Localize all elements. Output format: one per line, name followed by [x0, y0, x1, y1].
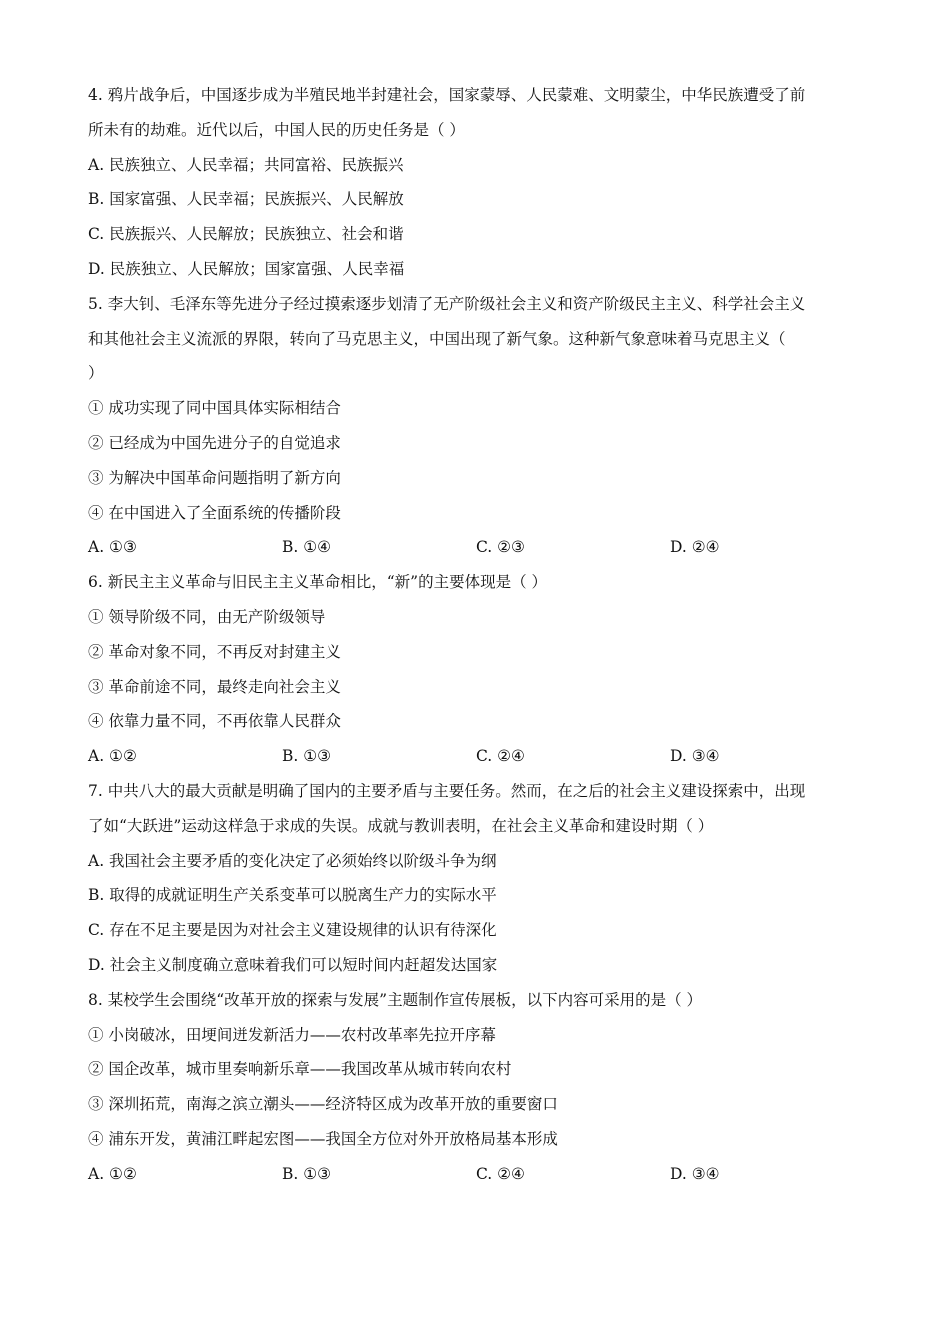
q5-stem-line-2: 和其他社会主义流派的界限，转向了马克思主义，中国出现了新气象。这种新气象意味着马克思主义（: [88, 329, 786, 348]
question-5: [88, 287, 864, 565]
q8-choice-a: A. ①②: [88, 1164, 137, 1183]
q8-statement-2: ② 国企改革，城市里奏响新乐章——我国改革从城市转向农村: [88, 1060, 512, 1079]
q8-choice-b: B. ①③: [282, 1164, 332, 1183]
q6-choice-b: B. ①③: [282, 747, 332, 766]
question-8: [88, 983, 864, 1192]
q7-option-b: B. 取得的成就证明生产关系变革可以脱离生产力的实际水平: [88, 886, 497, 905]
q4-option-c: C. 民族振兴、人民解放；民族独立、社会和谐: [88, 225, 404, 244]
q5-stem-line-3: ）: [88, 364, 104, 383]
q7-stem-line-1: 7. 中共八大的最大贡献是明确了国内的主要矛盾与主要任务。然而，在之后的社会主义建设探索中，出现: [88, 781, 806, 800]
q6-stem-line-1: 6. 新民主主义革命与旧民主主义革命相比，“新”的主要体现是（ ）: [88, 573, 547, 592]
q5-choice-b: B. ①④: [282, 538, 332, 557]
q5-choice-a: A. ①③: [88, 538, 137, 557]
q4-stem-line-1: 4. 鸦片战争后，中国逐步成为半殖民地半封建社会，国家蒙辱、人民蒙难、文明蒙尘，中华民族遭受了前: [88, 86, 806, 104]
q6-choices: [88, 739, 864, 774]
q8-stem-line-1: 8. 某校学生会围绕“改革开放的探索与发展”主题制作宣传展板，以下内容可采用的是（ ）: [88, 990, 702, 1009]
q6-statement-2: ② 革命对象不同，不再反对封建主义: [88, 642, 341, 661]
q7-option-c: C. 存在不足主要是因为对社会主义建设规律的认识有待深化: [88, 921, 497, 940]
q6-choice-d: D. ③④: [670, 747, 720, 766]
q4-option-d: D. 民族独立、人民解放；国家富强、人民幸福: [88, 259, 405, 278]
q4-stem-line-2: 所未有的劫难。近代以后，中国人民的历史任务是（ ）: [88, 120, 465, 139]
q6-statement-1: ① 领导阶级不同，由无产阶级领导: [88, 607, 326, 626]
q5-choice-d: D. ②④: [670, 538, 720, 557]
question-list: [88, 78, 864, 1192]
question-7: [88, 774, 864, 983]
q8-statement-3: ③ 深圳拓荒，南海之滨立潮头——经济特区成为改革开放的重要窗口: [88, 1095, 558, 1114]
q7-stem-line-2: 了如“大跃进”运动这样急于求成的失误。成就与教训表明，在社会主义革命和建设时期（ ）: [88, 816, 714, 835]
q4-option-a: A. 民族独立、人民幸福；共同富裕、民族振兴: [88, 155, 404, 174]
q5-stem-line-1: 5. 李大钊、毛泽东等先进分子经过摸索逐步划清了无产阶级社会主义和资产阶级民主主义、科学社会主义: [88, 294, 806, 313]
q6-choice-a: A. ①②: [88, 747, 137, 766]
question-4: [88, 78, 864, 287]
q5-choices: [88, 530, 864, 565]
q5-statement-2: ② 已经成为中国先进分子的自觉追求: [88, 433, 341, 452]
q5-statement-1: ① 成功实现了同中国具体实际相结合: [88, 399, 341, 418]
q5-statement-3: ③ 为解决中国革命问题指明了新方向: [88, 468, 341, 487]
q6-statement-3: ③ 革命前途不同，最终走向社会主义: [88, 677, 341, 696]
q7-option-a: A. 我国社会主要矛盾的变化决定了必须始终以阶级斗争为纲: [88, 851, 497, 870]
q4-option-b: B. 国家富强、人民幸福；民族振兴、人民解放: [88, 190, 404, 209]
q7-option-d: D. 社会主义制度确立意味着我们可以短时间内赶超发达国家: [88, 955, 498, 974]
q6-choice-c: C. ②④: [476, 747, 525, 766]
q8-choices: [88, 1157, 864, 1192]
q5-statement-4: ④ 在中国进入了全面系统的传播阶段: [88, 503, 341, 522]
q5-choice-c: C. ②③: [476, 538, 525, 557]
question-6: [88, 565, 864, 774]
q8-statement-1: ① 小岗破冰，田埂间迸发新活力——农村改革率先拉开序幕: [88, 1025, 496, 1044]
q8-choice-c: C. ②④: [476, 1164, 525, 1183]
q6-statement-4: ④ 依靠力量不同，不再依靠人民群众: [88, 712, 341, 731]
q8-statement-4: ④ 浦东开发，黄浦江畔起宏图——我国全方位对外开放格局基本形成: [88, 1129, 558, 1148]
q8-choice-d: D. ③④: [670, 1164, 720, 1183]
